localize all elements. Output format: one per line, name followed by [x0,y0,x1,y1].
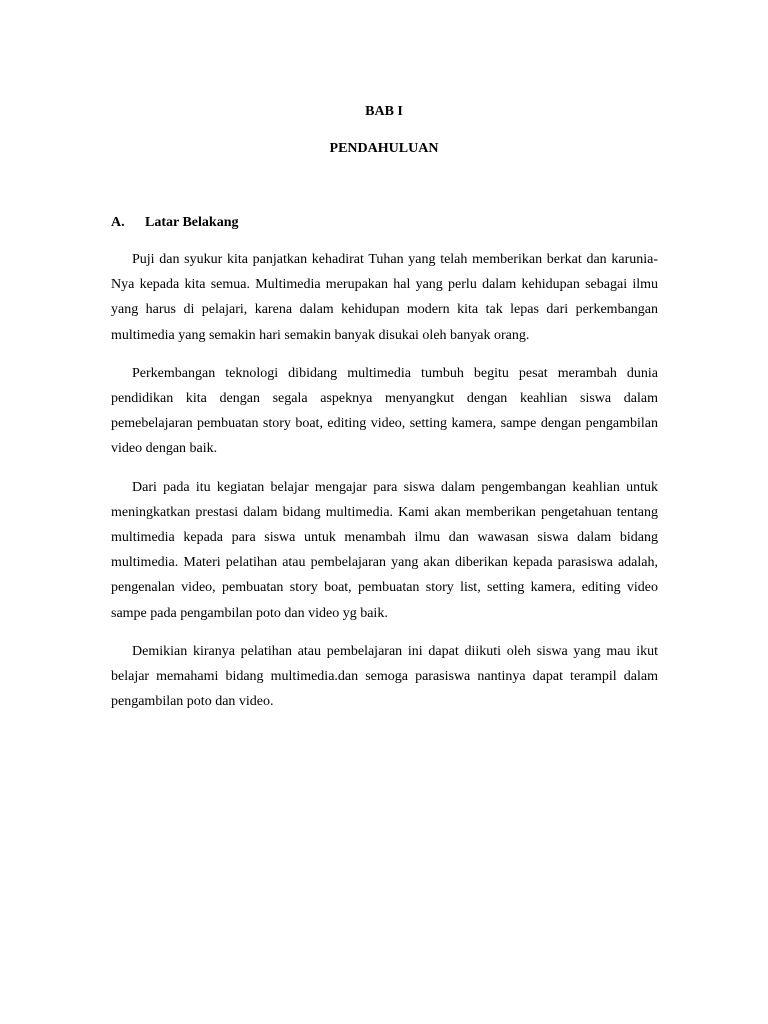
section-heading [111,215,238,231]
chapter-title: PENDAHULUAN [329,141,439,156]
paragraph: Puji dan syukur kita panjatkan kehadirat Tuhan yang telah memberikan berkat dan karunia-Nya kepada kita semua. Multimedia merupakan hal yang perlu dalam kehidupan sebagai ilmu yang harus di pelajari, karena dalam kehidupan modern kita tak lepas dari perkembangan multimedia yang semakin hari semakin banyak disukai oleh banyak orang. [111,252,658,343]
paragraph: Perkembangan teknologi dibidang multimedia tumbuh begitu pesat merambah dunia pendidikan kita dengan segala aspeknya menyangkut dengan keahlian siswa dalam pemebelajaran pembuatan story boat, editing video, setting kamera, sampe dengan pengambilan video dengan baik. [111,365,658,457]
section-number: A. [111,215,125,230]
paragraph: Dari pada itu kegiatan belajar mengajar para siswa dalam pengembangan keahlian untuk meningkatkan prestasi dalam bidang multimedia. Kami akan memberikan pengetahuan tentang multimedia kepada para siswa untuk menambah ilmu dan wawasan siswa dalam bidang multimedia. Materi pelatihan atau pembelajaran yang akan diberikan kepada parasiswa adalah, pengenalan video, pembuatan story boat, pembuatan story list, setting kamera, editing video sampe pada pengambilan poto dan video yg baik. [111,479,658,621]
paragraph: Demikian kiranya pelatihan atau pembelajaran ini dapat diikuti oleh siswa yang mau ikut belajar memahami bidang multimedia.dan semoga parasiswa nantinya dapat terampil dalam pengambilan poto dan video. [111,643,658,710]
chapter-number: BAB I [365,104,403,119]
section-title: Latar Belakang [145,215,239,230]
body-text [111,247,658,727]
